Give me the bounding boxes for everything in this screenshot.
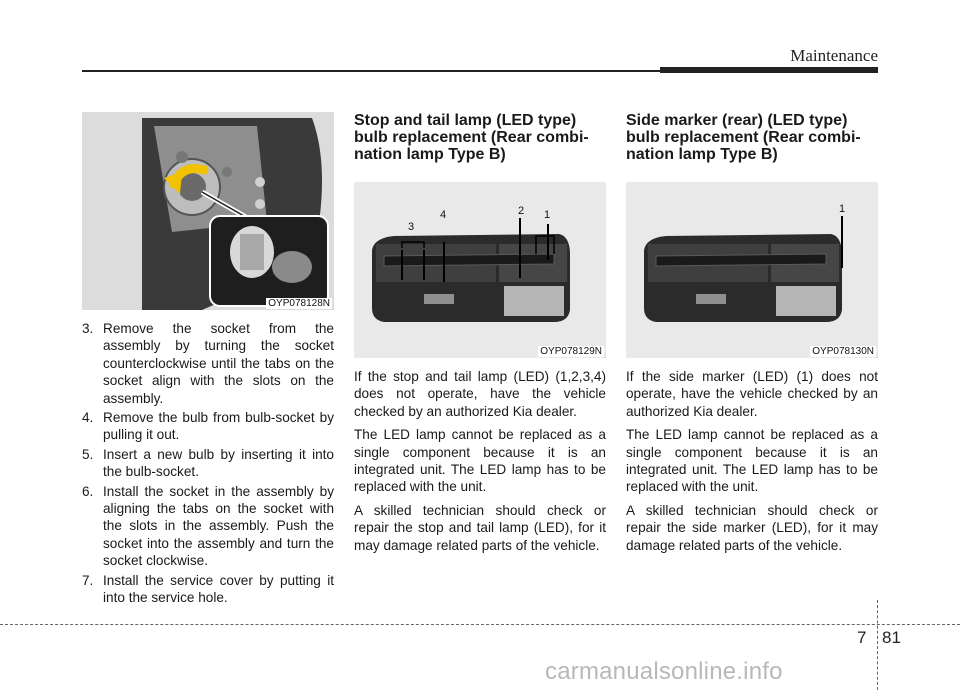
figure-stop-tail-lamp bbox=[354, 182, 606, 358]
paragraph: The LED lamp cannot be replaced as a single component because it is an integrated unit. The LED lamp has to be replaced with the unit. bbox=[626, 427, 878, 495]
paragraph: If the stop and tail lamp (LED) (1,2,3,4) does not operate, have the vehicle checked by an authorized Kia dealer. bbox=[354, 369, 606, 419]
column-1 bbox=[82, 112, 334, 609]
figure-side-marker bbox=[626, 182, 878, 358]
callout-1: 1 bbox=[839, 203, 846, 215]
step-5: 5. Insert a new bulb by inserting it into the bulb-socket. bbox=[82, 446, 334, 480]
step-7: 7. Install the service cover by putting it into the service hole. bbox=[82, 572, 334, 606]
footer-rule bbox=[0, 624, 960, 625]
stop-tail-lamp-heading: Stop and tail lamp (LED type) bulb replacement (Rear combi-nation lamp Type B) bbox=[354, 112, 589, 163]
page-number: 81 bbox=[882, 628, 901, 647]
callout-4: 4 bbox=[440, 209, 447, 221]
steps-list bbox=[82, 320, 334, 607]
callout-1: 1 bbox=[544, 209, 551, 221]
socket-removal-illustration bbox=[82, 112, 334, 310]
figure-socket-removal bbox=[82, 112, 334, 310]
chapter-number: 7 bbox=[857, 628, 867, 647]
watermark: carmanualsonline.info bbox=[545, 658, 783, 685]
step-4: 4. Remove the bulb from bulb-socket by pulling it out. bbox=[82, 410, 334, 443]
header-rule-accent bbox=[660, 67, 878, 73]
stop-tail-lamp-illustration bbox=[354, 182, 606, 358]
column-2 bbox=[354, 112, 606, 560]
side-marker-illustration bbox=[626, 182, 878, 358]
side-marker-heading: Side marker (rear) (LED type) bulb replacement (Rear combi-nation lamp Type B) bbox=[626, 112, 861, 163]
figure-code: OYP078130N bbox=[812, 346, 874, 357]
paragraph: A skilled technician should check or repair the side marker (LED), for it may damage related parts of the vehicle. bbox=[626, 502, 878, 553]
figure-code: OYP078129N bbox=[540, 346, 602, 357]
column-3 bbox=[626, 112, 878, 560]
paragraph: The LED lamp cannot be replaced as a single component because it is an integrated unit. The LED lamp has to be replaced with the unit. bbox=[354, 427, 606, 495]
footer-divider bbox=[877, 600, 878, 690]
paragraph: A skilled technician should check or repair the stop and tail lamp (LED), for it may damage related parts of the vehicle. bbox=[354, 502, 606, 553]
paragraph: If the side marker (LED) (1) does not operate, have the vehicle checked by an authorized Kia dealer. bbox=[626, 369, 878, 419]
header-rule bbox=[82, 70, 662, 72]
section-title: Maintenance bbox=[790, 46, 878, 65]
figure-code: OYP078128N bbox=[268, 298, 330, 309]
callout-2: 2 bbox=[518, 205, 525, 217]
step-6: 6. Install the socket in the assembly by aligning the tabs on the socket with the slots in the assembly. Push the socket into the assembly and turn the socket clockwise. bbox=[82, 483, 334, 569]
step-3: 3. Remove the socket from the assembly by turning the socket counterclockwise until the tabs on the socket align with the slots on the assembly. bbox=[82, 321, 334, 406]
callout-3: 3 bbox=[408, 221, 415, 233]
